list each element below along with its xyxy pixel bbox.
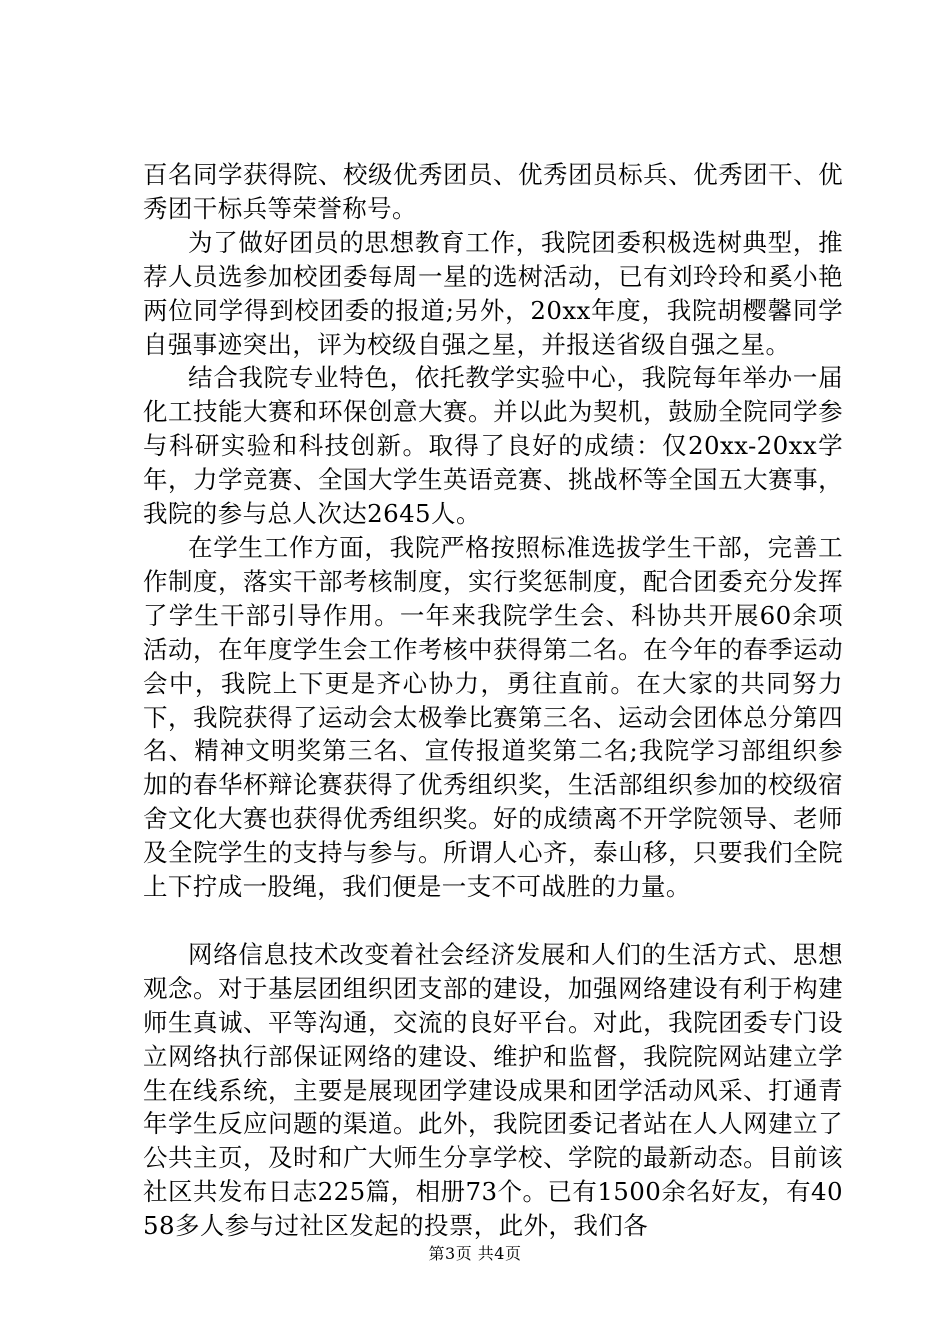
paragraph-continuation: 百名同学获得院、校级优秀团员、优秀团员标兵、优秀团干、优秀团干标兵等荣誉称号。 (143, 160, 843, 223)
paragraph-ideological-education: 为了做好团员的思想教育工作，我院团委积极选树典型，推荐人员选参加校团委每周一星的选树活动，已有刘玲玲和奚小艳两位同学得到校团委的报道;另外，20xx年度，我院胡樱馨同学自强事迹突出，评为校级自强之星，并报送省级自强之星。 (143, 227, 843, 359)
paragraph-student-work: 在学生工作方面，我院严格按照标准选拔学生干部，完善工作制度，落实干部考核制度，实行奖惩制度，配合团委充分发挥了学生干部引导作用。一年来我院学生会、科协共开展60余项活动，在年度学生会工作考核中获得第二名。在今年的春季运动会中，我院上下更是齐心协力，勇往直前。在大家的共同努力下，我院获得了运动会太极拳比赛第三名、运动会团体总分第四名、精神文明奖第三名、宣传报道奖第二名;我院学习部组织参加的春华杯辩论赛获得了优秀组织奖，生活部组织参加的校级宿舍文化大赛也获得优秀组织奖。好的成绩离不开学院领导、老师及全院学生的支持与参与。所谓人心齐，泰山移，只要我们全院上下拧成一股绳，我们便是一支不可战胜的力量。 (143, 532, 843, 902)
page-number-footer: 第3页 共4页 (428, 1244, 522, 1263)
paragraph-competitions: 结合我院专业特色，依托教学实验中心，我院每年举办一届化工技能大赛和环保创意大赛。并以此为契机，鼓励全院同学参与科研实验和科技创新。取得了良好的成绩：仅20xx-20xx学年，力学竞赛、全国大学生英语竞赛、挑战杯等全国五大赛事，我院的参与总人次达2645人。 (143, 363, 843, 529)
paragraph-network-building: 网络信息技术改变着社会经济发展和人们的生活方式、思想观念。对于基层团组织团支部的建设，加强网络建设有利于构建师生真诚、平等沟通，交流的良好平台。对此，我院团委专门设立网络执行部保证网络的建设、维护和监督，我院院网站建立学生在线系统，主要是展现团学建设成果和团学活动风采、打通青年学生反应问题的渠道。此外，我院团委记者站在人人网建立了公共主页，及时和广大师生分享学校、学院的最新动态。目前该社区共发布日志225篇，相册73个。已有1500余名好友，有4058多人参与过社区发起的投票，此外，我们各 (143, 939, 843, 1241)
document-body (143, 158, 843, 1243)
